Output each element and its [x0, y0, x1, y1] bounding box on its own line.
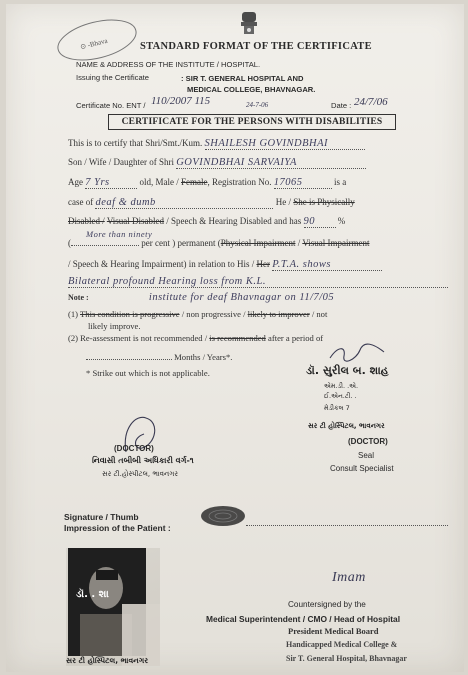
- finding-line: [68, 276, 448, 288]
- months-years-label: Months / Years*.: [174, 352, 233, 362]
- case-of-label: case of: [68, 197, 94, 207]
- board-line-3: Sir T. General Hospital, Bhavnagar: [286, 654, 407, 663]
- issuing-label: Issuing the Certificate: [76, 73, 150, 82]
- seal-label: Seal: [358, 451, 375, 460]
- thumb-impression-icon: [198, 502, 248, 530]
- paren-open: (: [68, 238, 71, 248]
- patient-photo-image: [66, 548, 160, 666]
- specialist-name-stamp: ડૉ. સુરીલ બ. શાહ: [306, 364, 389, 377]
- board-line-1: President Medical Board: [288, 626, 379, 636]
- doctor-label: (DOCTOR): [348, 437, 388, 446]
- visual-disabled-struck: Visual Disabled: [106, 216, 165, 226]
- parent-name: GOVINDBHAI SARVAIYA: [176, 157, 366, 169]
- specialist-stamp-line-4: મેડીકલ 7: [324, 404, 350, 412]
- parent-prefix: Son / Wife / Daughter of Shri: [68, 157, 174, 167]
- registration-label: , Registration No.: [207, 177, 272, 187]
- is-a-text: is a: [334, 177, 347, 187]
- relation-text: / Speech & Hearing Impairment) in relation to His /: [68, 259, 255, 269]
- progressive-struck: This condition is progressive: [80, 309, 180, 319]
- diagnosis-value: deaf & dumb: [95, 197, 273, 209]
- disability-type-line: [68, 216, 345, 228]
- national-emblem-icon: [238, 10, 260, 36]
- strike-note: * Strike out which is not applicable.: [86, 368, 210, 378]
- certify-line: [68, 138, 365, 150]
- non-progressive-text: / non progressive /: [181, 309, 246, 319]
- he-label: He /: [275, 197, 291, 207]
- female-struck: Female: [181, 177, 208, 187]
- registration-number: 17065: [274, 177, 332, 189]
- reassessment-text: (2) Re-assessment is not recommended /: [68, 333, 208, 343]
- certificate-title: STANDARD FORMAT OF THE CERTIFICATE: [140, 41, 372, 52]
- visual-impairment-struck: Visual Impairment: [302, 238, 370, 248]
- disability-percent: 90: [304, 216, 336, 228]
- superintendent-label: Medical Superintendent / CMO / Head of Hospital: [206, 614, 401, 624]
- certificate-number-subdate: 24-7-06: [246, 101, 269, 109]
- left-stamp-line-2: નિવાસી તબીબી અધિકારી વર્ગ-૧: [92, 456, 194, 465]
- impression-label: Impression of the Patient :: [64, 523, 171, 533]
- institute-name: [181, 73, 381, 95]
- left-doctor-label: (DOCTOR): [114, 444, 154, 453]
- countersign-handwriting: Imam: [332, 570, 366, 585]
- left-stamp-line-3: સર ટી.હોસ્પીટલ, ભાવનગર: [102, 470, 178, 478]
- she-struck: She is Physically: [293, 197, 355, 207]
- age-label: Age: [68, 177, 83, 187]
- photo-stamp-line-1: ડૉ. . શા: [76, 589, 109, 600]
- institute-line-2: MEDICAL COLLEGE, BHAVNAGAR.: [187, 85, 316, 94]
- institute-finding-line: [68, 292, 334, 303]
- date-label: Date :: [331, 101, 352, 110]
- note-2-line: [68, 333, 323, 343]
- patient-photo: [66, 548, 160, 666]
- speech-hearing-text: / Speech & Hearing Disabled and has: [166, 216, 302, 226]
- disabled-struck: Disabled /: [68, 216, 105, 226]
- period-text: after a period of: [268, 333, 324, 343]
- name-address-label: NAME & ADDRESS OF THE INSTITUTE / HOSPITAL.: [76, 60, 261, 69]
- specialist-stamp-line-5: સર ટી હોસ્પિટલ, ભાવનગર: [308, 422, 385, 430]
- not-text: / not: [311, 309, 328, 319]
- board-line-2: Handicapped Medical College &: [286, 640, 398, 649]
- certificate-number-label: Certificate No. ENT /: [76, 101, 146, 110]
- note-1-number: (1): [68, 309, 79, 319]
- countersigned-label: Countersigned by the: [288, 600, 366, 609]
- date-value: 24/7/06: [354, 96, 388, 108]
- permanent-text: per cent ) permanent (: [141, 238, 221, 248]
- signature-label: Signature / Thumb: [64, 512, 139, 522]
- permanent-line: [68, 238, 370, 248]
- specialist-stamp-line-2: એમ.ડી. .એ.: [324, 382, 359, 390]
- age-line: [68, 177, 346, 189]
- impression-blank: [246, 525, 448, 526]
- certify-prefix: This is to certify that Shri/Smt./Kum.: [68, 138, 203, 148]
- parent-line: [68, 157, 366, 169]
- relation-value: P.T.A. shows: [272, 259, 382, 271]
- likely-improver-struck: likely to improver: [247, 309, 310, 319]
- note-label: Note :: [68, 293, 89, 302]
- stamp-text: ⊙ -Bhava: [79, 36, 109, 52]
- recommended-struck: is recommended: [209, 333, 266, 343]
- percent-words-blank: [71, 245, 139, 246]
- percent-in-words: More than ninety: [86, 229, 153, 239]
- note-1-line-2: likely improve.: [88, 321, 141, 331]
- her-struck: Her: [256, 259, 270, 269]
- certificate-number-value: 110/2007 115: [151, 95, 211, 107]
- sex-options: old, Male /: [139, 177, 179, 187]
- percent-sign: %: [337, 216, 346, 226]
- consult-specialist-label: Consult Specialist: [330, 464, 394, 473]
- period-blank: [86, 359, 172, 360]
- slash: /: [297, 238, 301, 248]
- certificate-paper: [6, 4, 464, 672]
- physical-impairment-struck: Physical Impairment: [220, 238, 296, 248]
- disability-certificate-heading: CERTIFICATE FOR THE PERSONS WITH DISABILITIES: [108, 114, 396, 130]
- relation-line: [68, 259, 382, 271]
- finding-value: Bilateral profound Hearing loss from K.L.: [68, 276, 448, 288]
- specialist-stamp-line-3: ઈ.એન.ટી. .: [324, 392, 357, 400]
- case-line: [68, 197, 355, 209]
- patient-name: SHAILESH GOVINDBHAI: [205, 138, 365, 150]
- institute-line-1: : SIR T. GENERAL HOSPITAL AND: [181, 74, 304, 83]
- institute-finding-value: institute for deaf Bhavnagar on 11/7/05: [148, 292, 335, 303]
- age-value: 7 Yrs: [85, 177, 137, 189]
- specialist-signature-icon: [328, 342, 388, 364]
- photo-stamp-line-2: સર ટી હોસ્પિટલ, ભાવનગર: [66, 656, 149, 665]
- note-2-line-2: [86, 352, 232, 362]
- note-1-line: [68, 309, 327, 319]
